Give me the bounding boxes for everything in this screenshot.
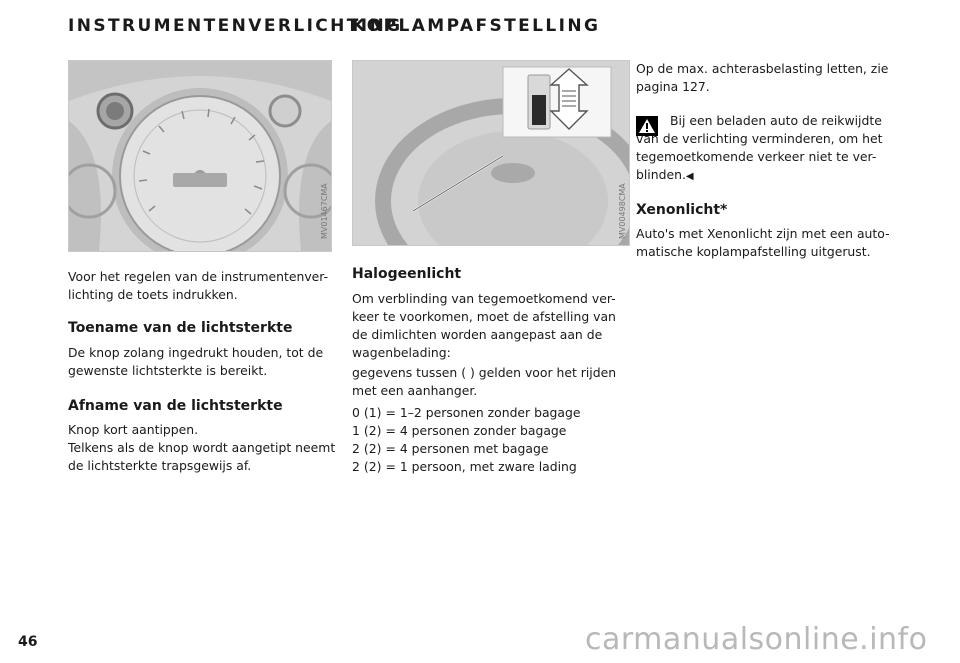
table-row <box>352 404 585 422</box>
trailer-value: (2) <box>363 423 382 438</box>
load-position-table <box>352 404 585 476</box>
position-value: 1 <box>352 423 360 438</box>
trailer-note: gegevens tussen ( ) gelden voor het rijden met een aanhanger. <box>352 365 617 398</box>
section-increase-text: De knop zolang ingedrukt houden, tot de gewenste lichtsterkte is bereikt. <box>68 345 324 378</box>
xenon-title: Xenonlicht* <box>636 202 728 218</box>
equals-sign: = <box>385 423 396 438</box>
table-row <box>352 458 585 476</box>
load-description: 4 personen met bagage <box>399 441 549 456</box>
page-number: 46 <box>18 634 38 650</box>
load-description: 1 persoon, met zware lading <box>399 459 577 474</box>
section-decrease-line1: Knop kort aantippen. <box>68 422 199 437</box>
steering-wheel-illustration <box>353 61 629 245</box>
warning-body: Bij een beladen auto de reikwijdte van de verlichting verminderen, om het tegemoetkomende verkeer niet te ver-blinden. <box>636 113 883 182</box>
table-row <box>352 422 585 440</box>
speedometer-illustration <box>69 61 331 251</box>
headlamp-control-photo <box>352 60 630 246</box>
halogen-text: Om verblinding van tegemoetkomend ver-keer te voorkomen, moet de afstelling van de dimlichten worden aangepast aan de wagenbelading: <box>352 291 616 360</box>
axle-load-text: Op de max. achterasbelasting letten, zie pagina 127. <box>636 61 889 94</box>
heading-headlamp-adjustment: KOPLAMPAFSTELLING <box>352 16 601 36</box>
section-increase-title: Toename van de lichtsterkte <box>68 320 293 336</box>
section-decrease-line2: Telkens als de knop wordt aangetipt neemt de lichtsterkte trapsgewijs af. <box>68 440 336 473</box>
load-description: 4 personen zonder bagage <box>399 423 567 438</box>
equals-sign: = <box>385 405 396 420</box>
equals-sign: = <box>385 441 396 456</box>
instrument-cluster-photo <box>68 60 332 252</box>
trailer-value: (1) <box>363 405 382 420</box>
section-decrease-title: Afname van de lichtsterkte <box>68 398 283 414</box>
table-row <box>352 440 585 458</box>
halogen-title: Halogeenlicht <box>352 266 462 282</box>
watermark: carmanualsonline.info <box>585 622 928 657</box>
warning-text <box>636 112 906 186</box>
heading-instrument-lighting: INSTRUMENTENVERLICHTING <box>68 16 403 36</box>
position-value: 2 <box>352 441 360 456</box>
position-value: 0 <box>352 405 360 420</box>
end-marker-icon: ◀ <box>685 171 694 182</box>
trailer-value: (2) <box>363 441 382 456</box>
trailer-value: (2) <box>363 459 382 474</box>
load-description: 1–2 personen zonder bagage <box>399 405 581 420</box>
equals-sign: = <box>385 459 396 474</box>
image-code-left: MV01467CMA <box>320 183 329 239</box>
xenon-text: Auto's met Xenonlicht zijn met een auto-matische koplampafstelling uitgerust. <box>636 226 890 259</box>
position-value: 2 <box>352 459 360 474</box>
intro-text: Voor het regelen van de instrumentenver-lichting de toets indrukken. <box>68 269 329 302</box>
image-code-middle: MV00498CMA <box>618 183 627 239</box>
